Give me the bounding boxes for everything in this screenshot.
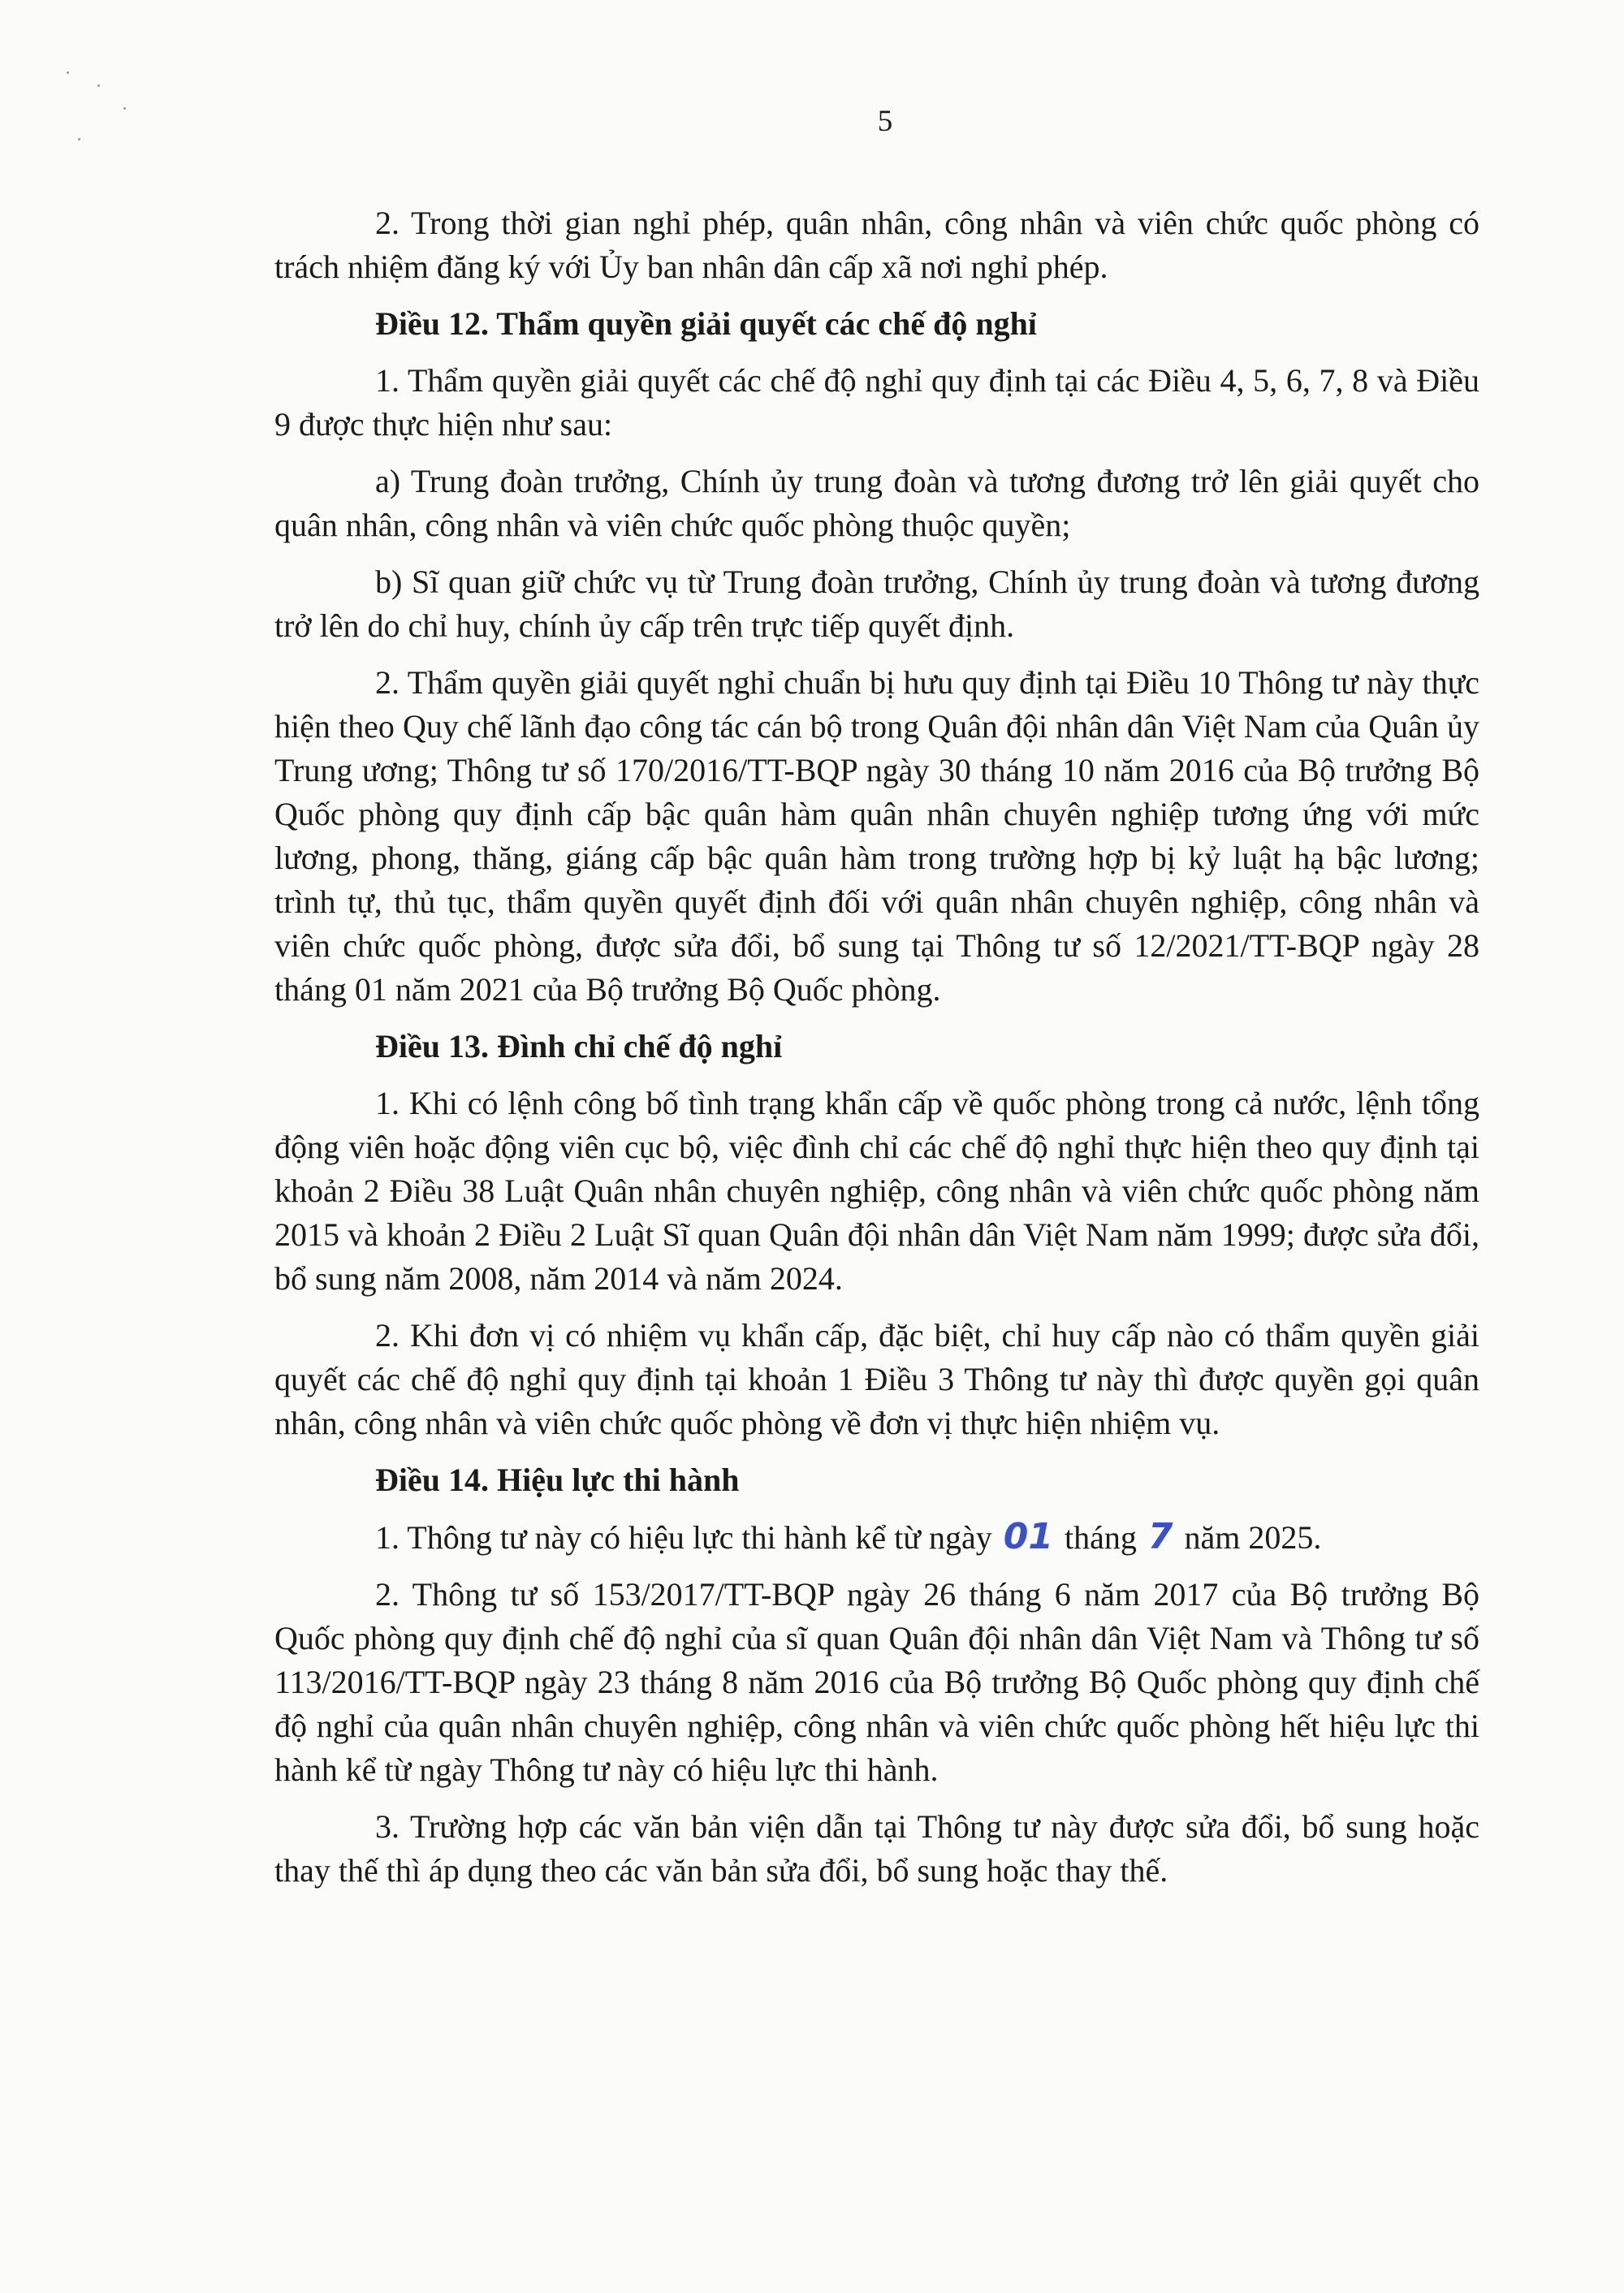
article-heading: Điều 13. Đình chỉ chế độ nghỉ xyxy=(375,1028,783,1064)
article-heading: Điều 12. Thẩm quyền giải quyết các chế độ nghỉ xyxy=(375,305,1037,342)
paragraph: b) Sĩ quan giữ chức vụ từ Trung đoàn trưởng, Chính ủy trung đoàn và tương đương trở lên do chỉ huy, chính ủy cấp trên trực tiếp quyết định. xyxy=(274,564,1479,644)
paragraph: 3. Trường hợp các văn bản viện dẫn tại Thông tư này được sửa đổi, bổ sung hoặc thay thế thì áp dụng theo các văn bản sửa đổi, bổ sung hoặc thay thế. xyxy=(274,1808,1479,1889)
effective-date-suffix: năm 2025. xyxy=(1184,1519,1322,1556)
page-number: 5 xyxy=(877,105,893,138)
document-body xyxy=(274,201,1479,1906)
article-heading: Điều 14. Hiệu lực thi hành xyxy=(375,1462,740,1498)
effective-date-paragraph xyxy=(274,1515,1479,1560)
section-after xyxy=(274,1573,1479,1893)
handwritten-day: 01 xyxy=(1003,1516,1053,1557)
effective-date-prefix: 1. Thông tư này có hiệu lực thi hành kể từ ngày xyxy=(375,1519,992,1556)
paragraph: 1. Khi có lệnh công bố tình trạng khẩn cấp về quốc phòng trong cả nước, lệnh tổng động viên hoặc động viên cục bộ, việc đình chỉ các chế độ nghỉ thực hiện theo quy định tại khoản 2 Điều 38 Luật Quân nhân chuyên nghiệp, công nhân và viên chức quốc phòng năm 2015 và khoản 2 Điều 2 Luật Sĩ quan Quân đội nhân dân Việt Nam năm 1999; được sửa đổi, bổ sung năm 2008, năm 2014 và năm 2024. xyxy=(274,1085,1479,1297)
paragraph: 2. Khi đơn vị có nhiệm vụ khẩn cấp, đặc biệt, chỉ huy cấp nào có thẩm quyền giải quyết các chế độ nghỉ quy định tại khoản 1 Điều 3 Thông tư này thì được quyền gọi quân nhân, công nhân và viên chức quốc phòng về đơn vị thực hiện nhiệm vụ. xyxy=(274,1317,1479,1441)
paragraph: 1. Thẩm quyền giải quyết các chế độ nghỉ quy định tại các Điều 4, 5, 6, 7, 8 và Điều 9 được thực hiện như sau: xyxy=(274,362,1479,443)
paragraph: 2. Trong thời gian nghỉ phép, quân nhân, công nhân và viên chức quốc phòng có trách nhiệm đăng ký với Ủy ban nhân dân cấp xã nơi nghỉ phép. xyxy=(274,205,1479,285)
scan-speck xyxy=(97,84,100,87)
scan-speck xyxy=(67,71,69,74)
section-before xyxy=(274,201,1479,1502)
paragraph: a) Trung đoàn trưởng, Chính ủy trung đoàn và tương đương trở lên giải quyết cho quân nhân, công nhân và viên chức quốc phòng thuộc quyền; xyxy=(274,463,1479,543)
handwritten-month: 7 xyxy=(1147,1516,1173,1557)
paragraph: 2. Thông tư số 153/2017/TT-BQP ngày 26 tháng 6 năm 2017 của Bộ trưởng Bộ Quốc phòng quy định chế độ nghỉ của sĩ quan Quân đội nhân dân Việt Nam và Thông tư số 113/2016/TT-BQP ngày 23 tháng 8 năm 2016 của Bộ trưởng Bộ Quốc phòng quy định chế độ nghỉ của quân nhân chuyên nghiệp, công nhân và viên chức quốc phòng hết hiệu lực thi hành kể từ ngày Thông tư này có hiệu lực thi hành. xyxy=(274,1576,1479,1788)
month-word: tháng xyxy=(1064,1519,1137,1556)
paragraph: 2. Thẩm quyền giải quyết nghỉ chuẩn bị hưu quy định tại Điều 10 Thông tư này thực hiện theo Quy chế lãnh đạo công tác cán bộ trong Quân đội nhân dân Việt Nam của Quân ủy Trung ương; Thông tư số 170/2016/TT-BQP ngày 30 tháng 10 năm 2016 của Bộ trưởng Bộ Quốc phòng quy định cấp bậc quân hàm quân nhân chuyên nghiệp tương ứng với mức lương, phong, thăng, giáng cấp bậc quân hàm trong trường hợp bị kỷ luật hạ bậc lương; trình tự, thủ tục, thẩm quyền quyết định đối với quân nhân chuyên nghiệp, công nhân và viên chức quốc phòng, được sửa đổi, bổ sung tại Thông tư số 12/2021/TT-BQP ngày 28 tháng 01 năm 2021 của Bộ trưởng Bộ Quốc phòng. xyxy=(274,664,1479,1008)
